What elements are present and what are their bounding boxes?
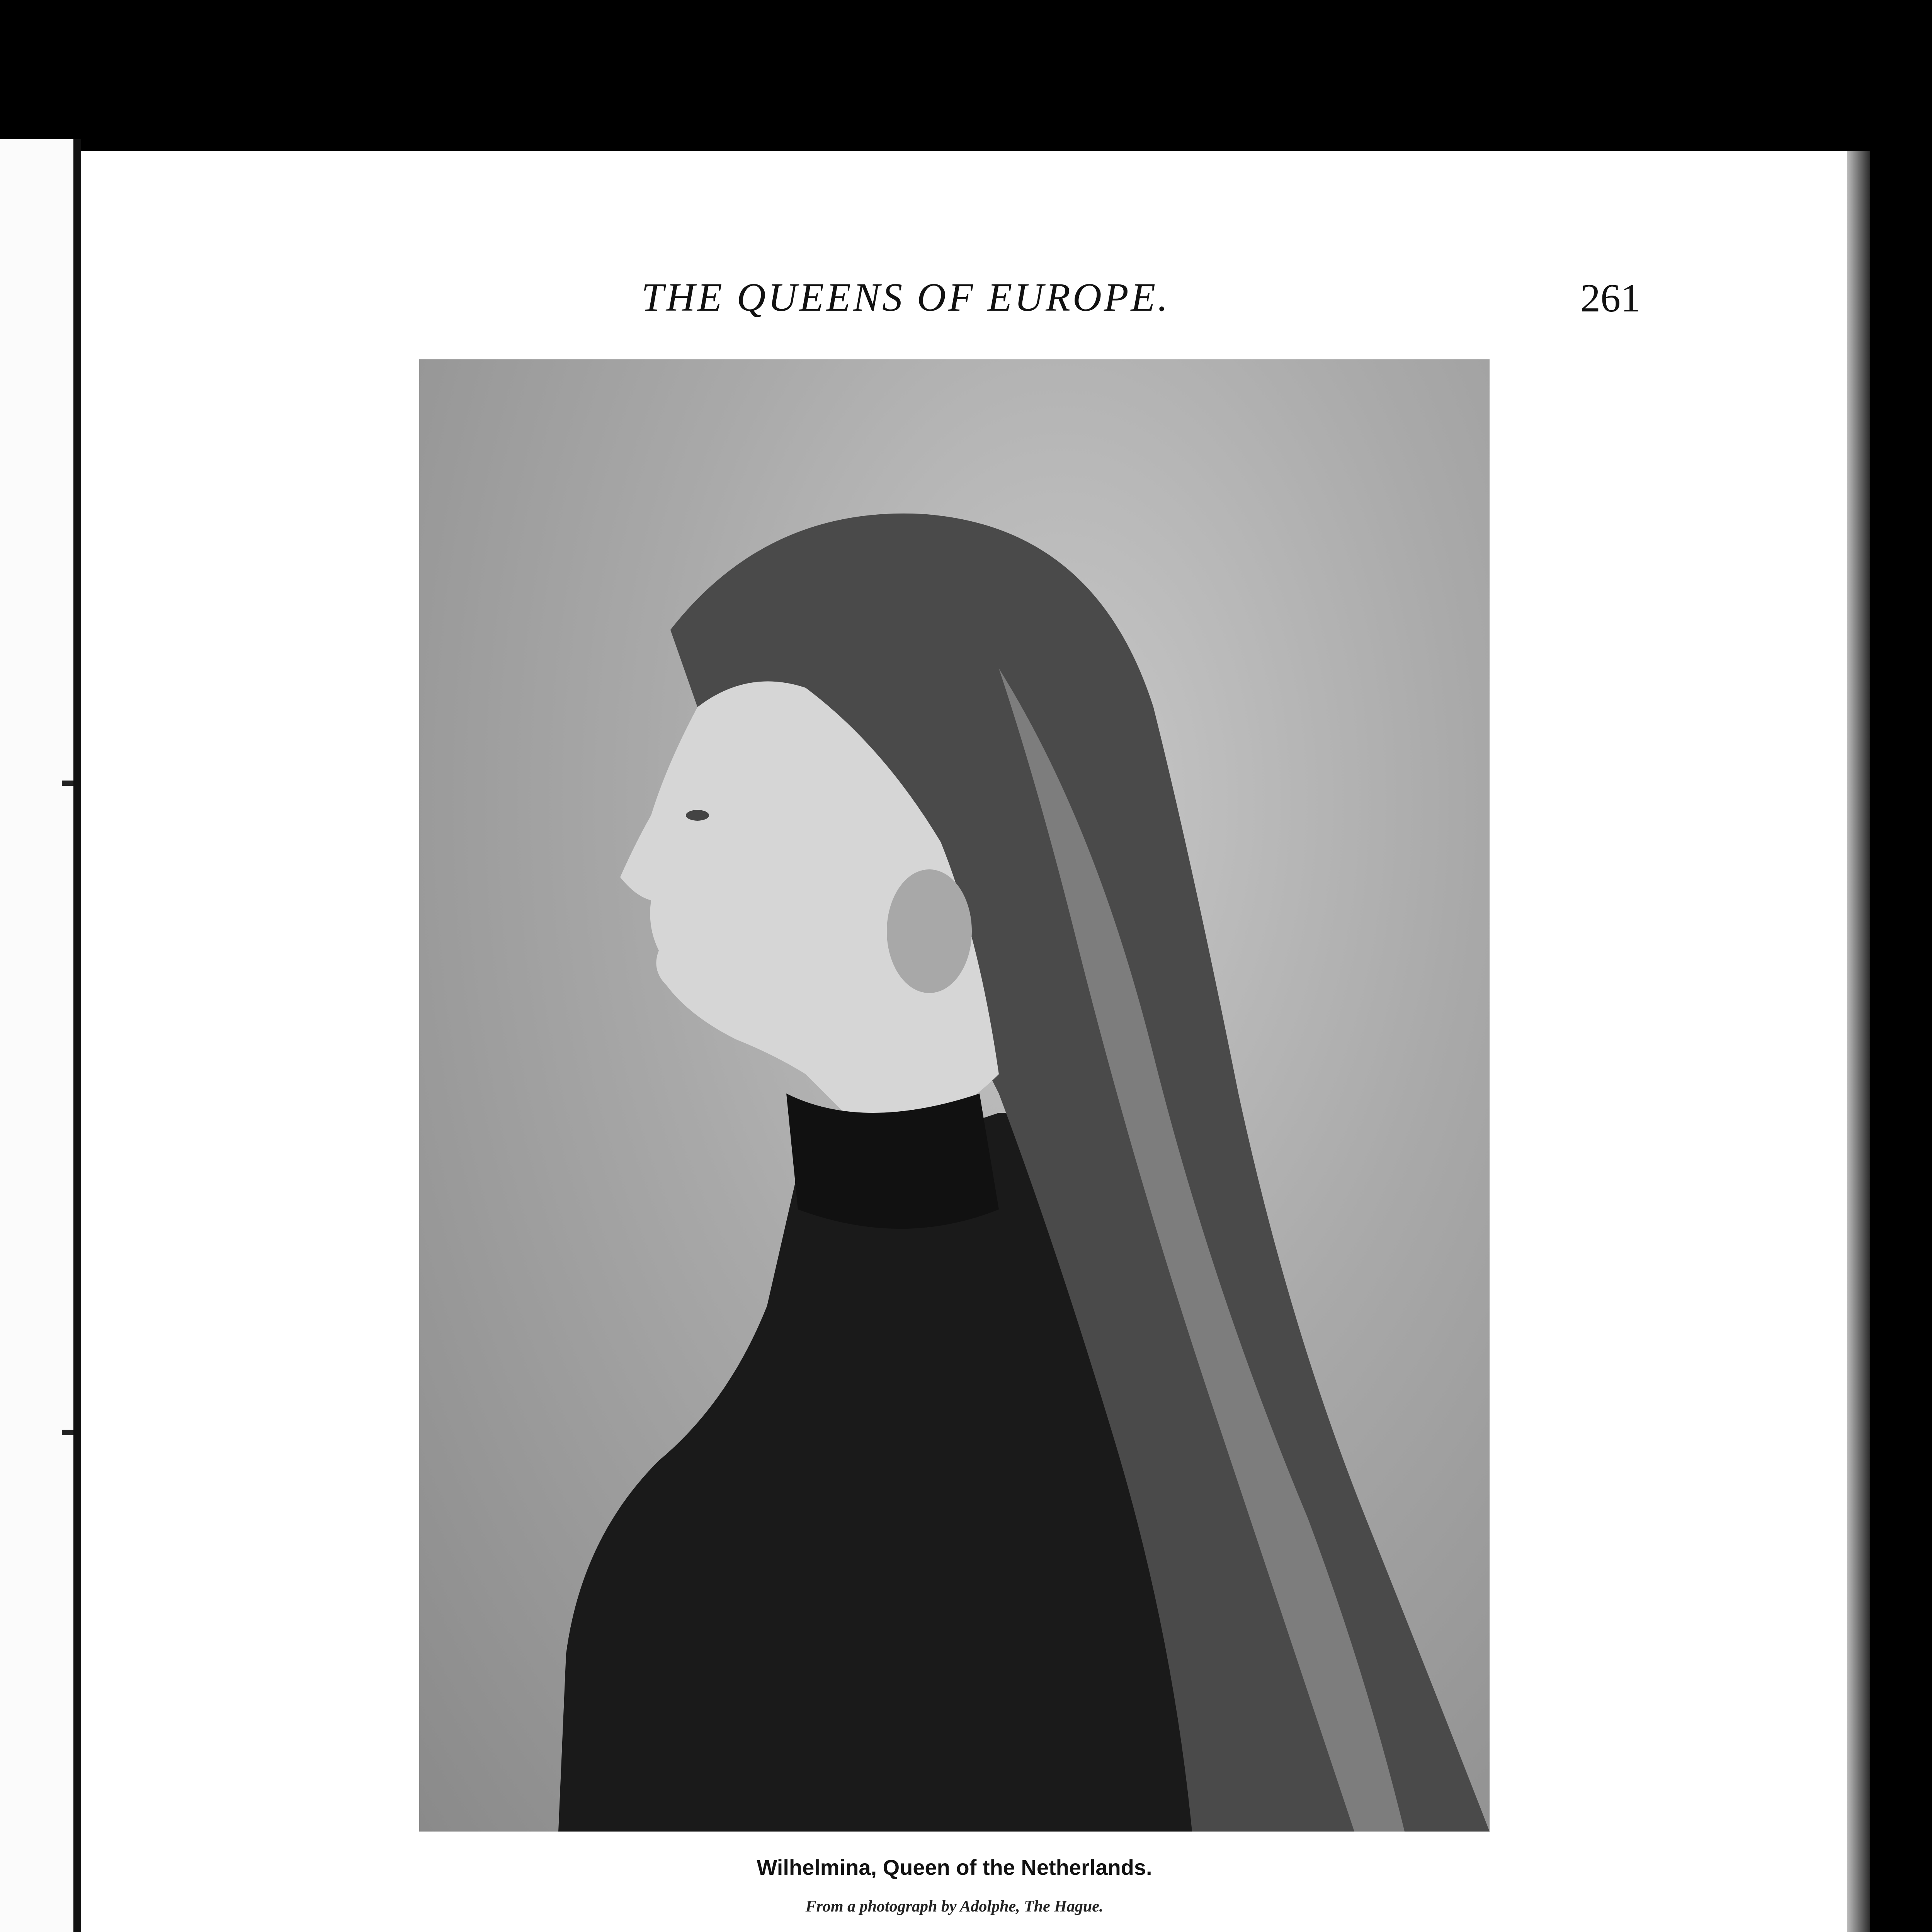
book-gutter xyxy=(73,139,81,1932)
binding-mark xyxy=(62,1430,73,1435)
previous-page-edge xyxy=(0,139,73,1932)
running-head: THE QUEENS OF EUROPE. xyxy=(641,275,1170,320)
page-number: 261 xyxy=(1580,276,1641,320)
binding-mark xyxy=(62,781,73,786)
figure-caption: Wilhelmina, Queen of the Netherlands. xyxy=(757,1855,1152,1879)
page-edge-shadow xyxy=(1847,151,1870,1932)
portrait-photograph xyxy=(419,359,1490,1832)
collar xyxy=(786,1094,999,1229)
ear xyxy=(887,869,972,993)
eye xyxy=(686,810,709,821)
photo-credit: From a photograph by Adolphe, The Hague. xyxy=(805,1898,1104,1915)
